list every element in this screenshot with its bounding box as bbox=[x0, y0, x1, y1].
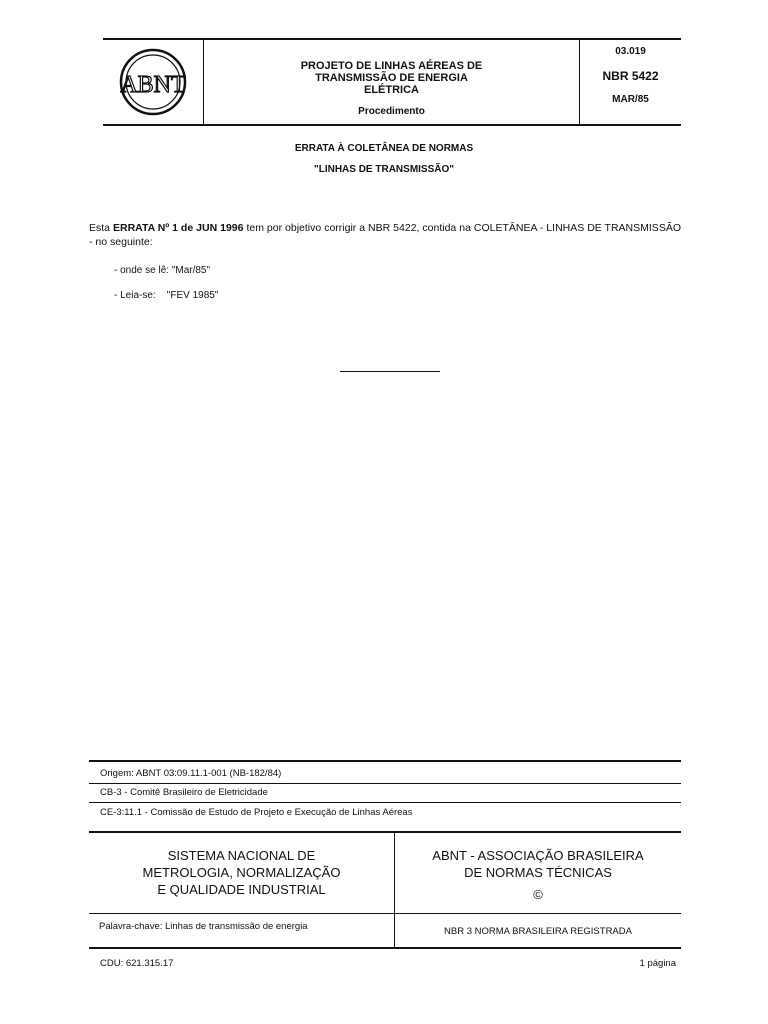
sistema-nacional: SISTEMA NACIONAL DE METROLOGIA, NORMALIZAÇÃO E QUALIDADE INDUSTRIAL bbox=[142, 848, 341, 897]
errata-item-correct: - Leia-se: "FEV 1985" bbox=[114, 290, 219, 301]
norm-title: PROJETO DE LINHAS AÉREAS DE TRANSMISSÃO DE ENERGIA ELÉTRICA bbox=[300, 60, 483, 96]
norm-title-block bbox=[204, 40, 580, 124]
abnt-logo bbox=[103, 40, 204, 124]
footer-rule bbox=[89, 802, 681, 803]
footer-rule-top bbox=[89, 760, 681, 762]
abnt-association: ABNT - ASSOCIAÇÃO BRASILEIRA DE NORMAS TÉCNICAS bbox=[432, 848, 644, 880]
ce-line: CE-3:11.1 - Comissão de Estudo de Projeto e Execução de Linhas Aéreas bbox=[100, 807, 413, 818]
institution-box bbox=[89, 831, 681, 949]
norm-code-block bbox=[580, 40, 681, 124]
origem-line: Origem: ABNT 03:09.11.1-001 (NB-182/84) bbox=[100, 768, 282, 779]
registered-norm: NBR 3 NORMA BRASILEIRA REGISTRADA bbox=[444, 926, 632, 937]
errata-subheading: "LINHAS DE TRANSMISSÃO" bbox=[313, 164, 455, 175]
abnt-seal-icon bbox=[118, 47, 188, 117]
footer-rule bbox=[89, 783, 681, 784]
keywords: Palavra-chave: Linhas de transmissão de energia bbox=[99, 921, 308, 932]
errata-item-wrong: - onde se lê: "Mar/85" bbox=[114, 265, 211, 276]
separator-line bbox=[340, 371, 440, 372]
copyright-icon: © bbox=[533, 887, 543, 902]
page-count: 1 página bbox=[639, 958, 676, 969]
norm-code: 03.019 bbox=[615, 46, 646, 57]
norm-subtitle: Procedimento bbox=[358, 106, 425, 117]
errata-intro: Esta ERRATA Nº 1 de JUN 1996 tem por objetivo corrigir a NBR 5422, contida na COLETÂNEA - LINHAS DE TRANSMISSÃO - no seguinte: bbox=[89, 222, 681, 248]
norm-date: MAR/85 bbox=[612, 94, 649, 105]
cdu-code: CDU: 621.315.17 bbox=[100, 958, 174, 969]
errata-heading: ERRATA À COLETÂNEA DE NORMAS bbox=[294, 143, 474, 154]
norm-number: NBR 5422 bbox=[602, 69, 659, 83]
svg-text:ABNT: ABNT bbox=[120, 72, 186, 98]
document-header bbox=[103, 38, 681, 126]
cb-line: CB-3 - Comitê Brasileiro de Eletricidade bbox=[100, 787, 268, 798]
errata-number: ERRATA Nº 1 de JUN 1996 bbox=[112, 222, 244, 234]
